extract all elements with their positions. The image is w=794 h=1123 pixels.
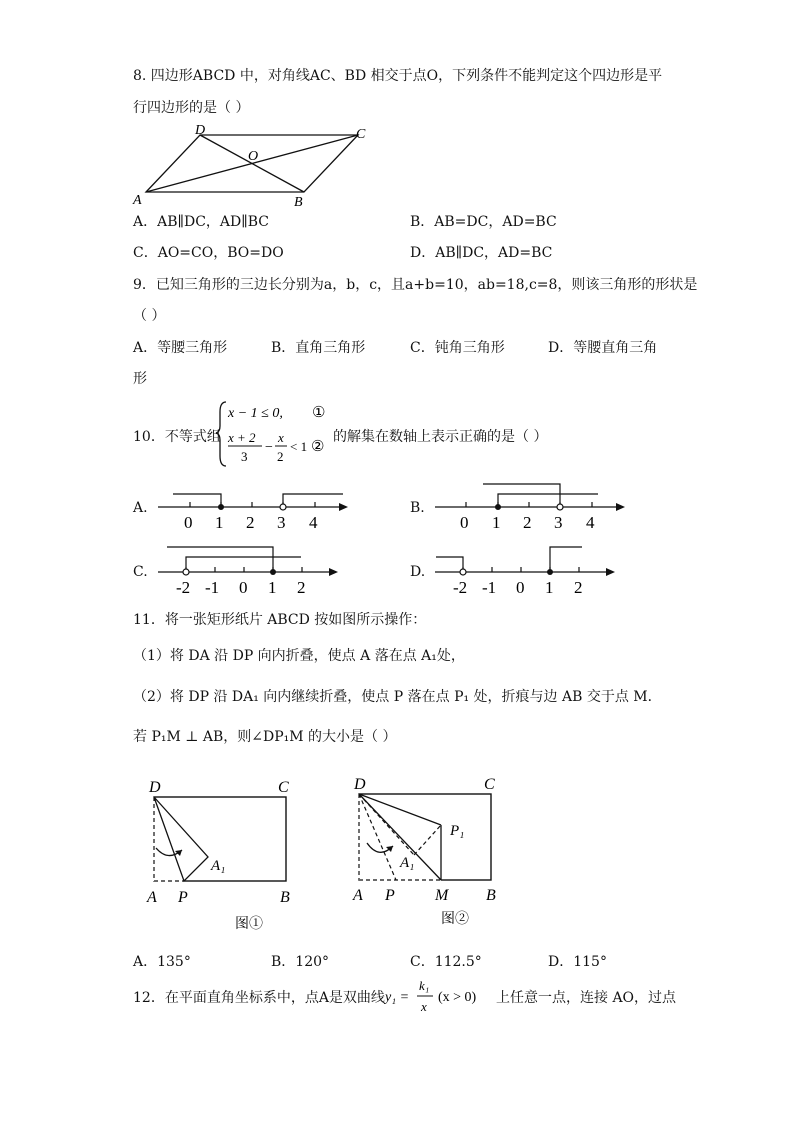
q10-option-c-numberline[interactable] bbox=[155, 543, 345, 598]
q10-ineq2-rhs: < 1 bbox=[290, 439, 308, 454]
q11-question: 若 P₁M ⊥ AB，则∠DP₁M 的大小是（ ） bbox=[133, 729, 397, 745]
q9-text-line2: （ ） bbox=[133, 308, 166, 324]
q8-label-O: O bbox=[248, 149, 259, 164]
q10-option-a-label[interactable]: A. bbox=[133, 500, 148, 516]
q9-option-d[interactable]: D．等腰直角三角 bbox=[548, 340, 658, 356]
q10-ineq2-num1: x + 2 bbox=[228, 430, 256, 445]
q12-formula bbox=[383, 977, 503, 1019]
q11-fig2-C: C bbox=[484, 776, 495, 793]
q10-ineq2-minus: − bbox=[265, 440, 273, 455]
q10-d-tick-0: -2 bbox=[453, 578, 468, 597]
q11-fig2-M: M bbox=[435, 887, 449, 904]
q10-ineq1: x − 1 ≤ 0, bbox=[228, 406, 283, 421]
q10-option-d-label[interactable]: D. bbox=[410, 564, 426, 580]
q11-fig2-B: B bbox=[486, 887, 496, 904]
q11-option-b[interactable]: B．120° bbox=[271, 954, 330, 970]
q10-c-tick-2: 0 bbox=[239, 578, 248, 597]
q10-ineq2-den1: 3 bbox=[241, 449, 248, 464]
q11-text-line1: 11．将一张矩形纸片 ABCD 按如图所示操作： bbox=[133, 612, 427, 628]
q8-text-line2: 行四边形的是（ ） bbox=[133, 100, 250, 116]
q11-fig2-P: P bbox=[385, 887, 395, 904]
q8-option-a[interactable]: A．AB∥DC，AD∥BC bbox=[133, 214, 269, 230]
q11-fig2-D: D bbox=[354, 776, 366, 793]
q12-suffix: 上任意一点，连接 AO，过点 bbox=[496, 990, 677, 1006]
q9-option-d-cont: 形 bbox=[133, 371, 147, 387]
q10-c-tick-0: -2 bbox=[176, 578, 191, 597]
q11-fig2-caption: 图② bbox=[441, 912, 469, 927]
q8-text-line1: 8. 四边形ABCD 中，对角线AC、BD 相交于点O，下列条件不能判定这个四边形是平 bbox=[133, 68, 663, 84]
q10-c-tick-1: -1 bbox=[205, 578, 220, 597]
q8-option-c[interactable]: C．AO=CO，BO=DO bbox=[133, 245, 284, 261]
q11-step2: （2）将 DP 沿 DA₁ 向内继续折叠，使点 P 落在点 P₁ 处，折痕与边 AB 交于点 M． bbox=[133, 689, 662, 705]
q10-d-tick-2: 0 bbox=[516, 578, 525, 597]
q10-option-c-label[interactable]: C. bbox=[133, 564, 148, 580]
q10-ineq2-den2: 2 bbox=[277, 449, 284, 464]
q10-option-b-label[interactable]: B. bbox=[410, 500, 425, 516]
q11-fig1-C: C bbox=[278, 779, 289, 796]
q10-prefix: 10．不等式组 bbox=[133, 429, 221, 445]
q10-b-tick-0: 0 bbox=[460, 513, 469, 532]
q11-figure-1 bbox=[140, 770, 310, 935]
q10-b-tick-3: 3 bbox=[554, 513, 563, 532]
q10-c-tick-3: 1 bbox=[268, 578, 277, 597]
q11-fig2-A: A bbox=[353, 887, 363, 904]
q12-den: x bbox=[421, 999, 427, 1014]
q8-option-d[interactable]: D．AB∥DC，AD=BC bbox=[410, 245, 553, 261]
q11-fig1-A1: A₁ bbox=[211, 858, 226, 874]
q8-option-b[interactable]: B．AB=DC，AD=BC bbox=[410, 214, 557, 230]
q10-b-tick-2: 2 bbox=[523, 513, 532, 532]
q10-option-a-numberline[interactable] bbox=[155, 485, 355, 535]
q8-label-D: D bbox=[195, 123, 206, 138]
q10-inequality-system bbox=[216, 398, 336, 470]
q10-a-tick-2: 2 bbox=[246, 513, 255, 532]
q11-fig1-B: B bbox=[280, 889, 290, 906]
q11-fig2-P1: P₁ bbox=[450, 823, 465, 839]
q10-b-tick-1: 1 bbox=[492, 513, 501, 532]
q10-ineq2-mark: ② bbox=[311, 439, 325, 455]
q11-option-c[interactable]: C．112.5° bbox=[410, 954, 482, 970]
q11-fig1-P: P bbox=[178, 889, 188, 906]
q11-figure-2 bbox=[345, 770, 515, 935]
q8-label-B: B bbox=[294, 195, 303, 210]
q11-fig2-A1: A₁ bbox=[400, 855, 415, 871]
q10-d-tick-3: 1 bbox=[545, 578, 554, 597]
q10-d-tick-1: -1 bbox=[482, 578, 497, 597]
q9-text-line1: 9．已知三角形的三边长分别为a，b，c，且a+b=10，ab=18,c=8，则该三角形的形状是 bbox=[133, 277, 698, 293]
q10-suffix: 的解集在数轴上表示正确的是（ ） bbox=[333, 429, 548, 445]
q10-c-tick-4: 2 bbox=[297, 578, 306, 597]
q11-fig1-A: A bbox=[147, 889, 157, 906]
q10-option-d-numberline[interactable] bbox=[432, 543, 622, 598]
q11-fig1-caption: 图① bbox=[235, 917, 263, 932]
q12-cond: (x > 0) bbox=[438, 990, 477, 1005]
q11-step1: （1）将 DA 沿 DP 向内折叠，使点 A 落在点 A₁处， bbox=[133, 648, 465, 664]
q10-a-tick-4: 4 bbox=[309, 513, 318, 532]
q10-a-tick-1: 1 bbox=[215, 513, 224, 532]
q10-b-tick-4: 4 bbox=[586, 513, 595, 532]
q12-y1: y₁ = bbox=[385, 990, 410, 1005]
q12-num: k₁ bbox=[419, 978, 430, 993]
q10-a-tick-0: 0 bbox=[184, 513, 193, 532]
q10-d-tick-4: 2 bbox=[574, 578, 583, 597]
q10-a-tick-3: 3 bbox=[277, 513, 286, 532]
q8-label-C: C bbox=[356, 127, 366, 142]
q10-option-b-numberline[interactable] bbox=[432, 480, 632, 535]
q10-ineq2-num2: x bbox=[278, 430, 284, 445]
q10-ineq1-mark: ① bbox=[312, 405, 326, 421]
q8-parallelogram-figure bbox=[130, 120, 380, 210]
q9-option-a[interactable]: A．等腰三角形 bbox=[133, 340, 228, 356]
q11-fig1-D: D bbox=[149, 779, 161, 796]
q8-label-A: A bbox=[133, 193, 142, 208]
q11-option-a[interactable]: A．135° bbox=[133, 954, 191, 970]
q11-option-d[interactable]: D．115° bbox=[548, 954, 607, 970]
q9-option-c[interactable]: C．钝角三角形 bbox=[410, 340, 505, 356]
q12-prefix: 12．在平面直角坐标系中，点A是双曲线 bbox=[133, 990, 385, 1006]
q9-option-b[interactable]: B．直角三角形 bbox=[271, 340, 366, 356]
